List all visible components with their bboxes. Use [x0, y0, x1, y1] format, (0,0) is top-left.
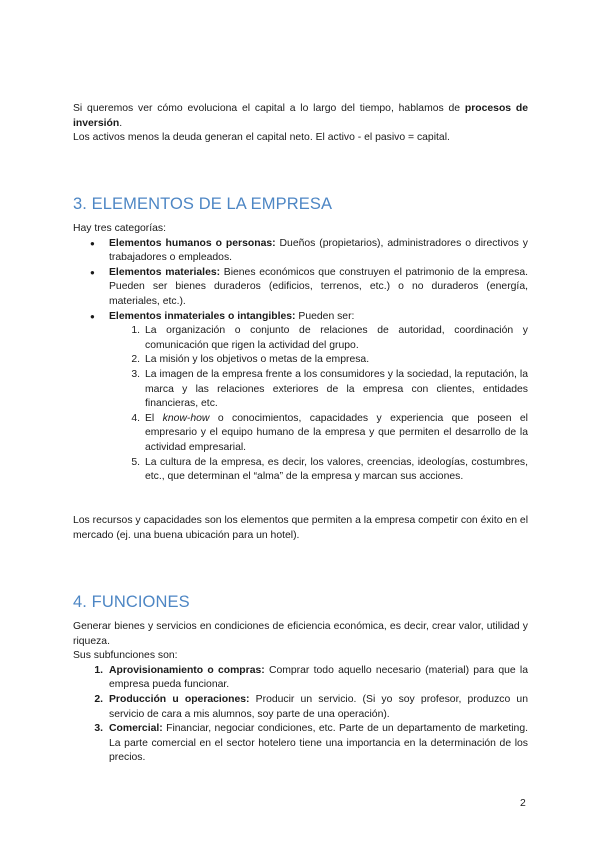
- functions-list: [73, 664, 528, 766]
- list-item: 5. La cultura de la empresa, es decir, los valores, creencias, ideologías, costumbres, etc., que determinan el “alma” de la empresa y marcan sus acciones.: [131, 456, 528, 483]
- section-3-body: [73, 222, 528, 485]
- intro-paragraph: [73, 102, 528, 146]
- list-item: 1. La organización o conjunto de relaciones de autoridad, coordinación y comunicación que rigen la actividad del grupo.: [131, 325, 528, 351]
- list-item: 4. El know-how o conocimientos, capacidades y experiencia que poseen el empresario y el equipo humano de la empresa y que permiten el desarrollo de la actividad empresarial.: [131, 412, 528, 453]
- list-item: ● Elementos humanos o personas: Dueños (propietarios), administradores o directivos y trabajadores o empleados.: [73, 237, 528, 266]
- list-item: ● Elementos materiales: Bienes económicos que construyen el patrimonio de la empresa. Pueden ser bienes duraderos (edificios, terrenos, etc.) o no duraderos (energía, materiales, etc.).: [73, 266, 528, 310]
- intro-line-1: Si queremos ver cómo evoluciona el capital a lo largo del tiempo, hablamos de procesos de inversión.: [73, 103, 529, 129]
- elements-list: [73, 237, 528, 485]
- intangibles-sublist: [73, 324, 528, 485]
- section-4-intro: Generar bienes y servicios en condiciones de eficiencia económica, es decir, crear valor, utilidad y riqueza.: [73, 621, 528, 647]
- list-item: ● Elementos inmateriales o intangibles: Pueden ser: 1. La organización o conjunto de relaciones de autoridad, coordinación y comunicación que rigen la actividad del grupo. 2. La misión y los objetivos o metas de la empresa. 3. La imagen de la empresa frente a los consumidores y la sociedad, la reputación, la marca y las relaciones exteriores de la empresa con clientes, entidades financieras, etc. 4. El know-how o conocimientos, capacidades y experiencia que poseen el empresario y el equipo humano de la empresa y que permiten el desarrollo de la actividad empresarial. 5. La cultura de la empresa, es decir, los valores, creencias, ideologías, costumbres, etc., que determinan el “alma” de la empresa y marcan sus acciones.: [73, 310, 528, 485]
- section-3-intro: Hay tres categorías:: [73, 223, 166, 234]
- list-item: 3. Comercial: Financiar, negociar condiciones, etc. Parte de un departamento de marketing. La parte comercial en el sector hotelero tiene una importancia en la determinación de los precios.: [94, 723, 528, 764]
- page-number: 2: [520, 798, 526, 809]
- intro-bold-term: procesos de inversión: [73, 103, 529, 129]
- list-item: 3. La imagen de la empresa frente a los consumidores y la sociedad, la reputación, la marca y las relaciones exteriores de la empresa con clientes, entidades financieras, etc.: [131, 368, 528, 410]
- list-item: 2. Producción u operaciones: Producir un servicio. (Si yo soy profesor, produzco un servicio de cara a mis alumnos, soy parte de una operación).: [94, 693, 528, 720]
- list-item: 1. Aprovisionamiento o compras: Comprar todo aquello necesario (material) para que la empresa pueda funcionar.: [94, 664, 528, 691]
- intro-line-2: Los activos menos la deuda generan el capital neto. El activo - el pasivo = capital.: [73, 132, 450, 144]
- section-3-heading: 3. ELEMENTOS DE LA EMPRESA: [73, 195, 333, 213]
- section-4-subintro: Sus subfunciones son:: [73, 650, 178, 662]
- list-item: 2. La misión y los objetivos o metas de la empresa.: [131, 354, 370, 366]
- section-4-body: [73, 620, 528, 766]
- section-4-heading: 4. FUNCIONES: [73, 593, 190, 611]
- section-3-closing: Los recursos y capacidades son los elementos que permiten a la empresa competir con éxito en el mercado (ej. una buena ubicación para un hotel).: [73, 515, 528, 541]
